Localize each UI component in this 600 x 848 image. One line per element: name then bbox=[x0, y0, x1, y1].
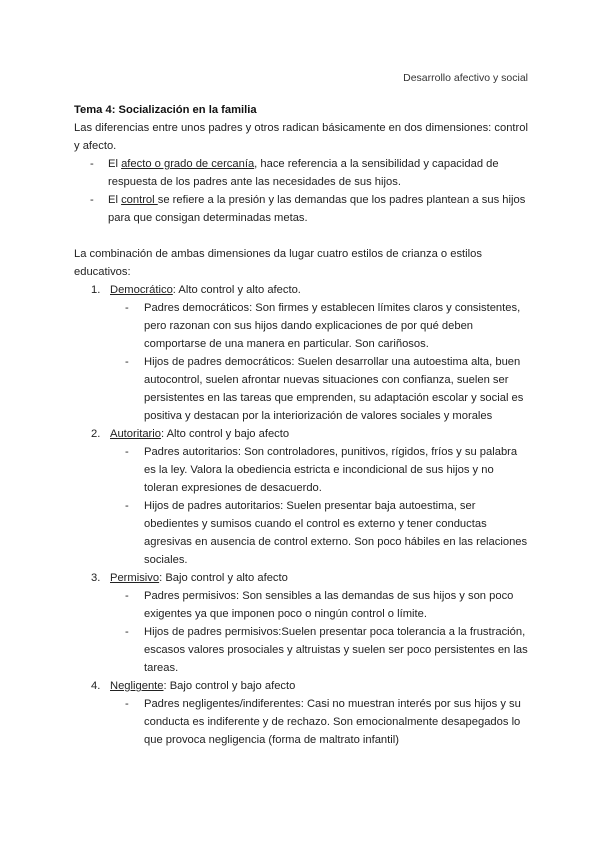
dash-bullet: - bbox=[90, 158, 94, 170]
dimension-text: , hace referencia a la sensibilidad y capacidad de respuesta de los padres ante las necesidades de sus hijos. bbox=[108, 158, 499, 188]
list-item bbox=[110, 623, 528, 677]
list-item bbox=[110, 695, 528, 749]
dash-bullet: - bbox=[90, 194, 94, 206]
dimension-prefix: El bbox=[108, 194, 122, 206]
style-item-autoritario bbox=[74, 425, 528, 569]
style-points bbox=[110, 299, 528, 425]
list-item bbox=[74, 155, 528, 191]
list-number: 4. bbox=[91, 680, 101, 692]
point-text: Hijos de padres autoritarios: Suelen presentar baja autoestima, ser obedientes y sumisos cuando el control es externo y tener conductas agresivas en ausencia de control externo. Son poco hábiles en las relaciones sociales. bbox=[144, 500, 528, 566]
combination-paragraph: La combinación de ambas dimensiones da lugar cuatro estilos de crianza o estilos educativos: bbox=[74, 248, 482, 278]
document-body bbox=[74, 101, 528, 749]
style-desc: : Alto control y bajo afecto bbox=[161, 428, 290, 440]
dimension-term: control bbox=[121, 194, 158, 206]
style-name: Permisivo bbox=[110, 572, 160, 584]
course-header: Desarrollo afectivo y social bbox=[403, 72, 528, 84]
list-item bbox=[110, 299, 528, 353]
style-name: Autoritario bbox=[110, 428, 161, 440]
point-text: Padres negligentes/indiferentes: Casi no muestran interés por sus hijos y su conducta es indiferente y de rechazo. Son emocionalmente desapegados lo que provoca negligencia (forma de maltrato infantil) bbox=[144, 698, 521, 746]
list-item bbox=[110, 587, 528, 623]
intro-paragraph: Las diferencias entre unos padres y otros radican básicamente en dos dimensiones: control y afecto. bbox=[74, 122, 528, 152]
list-item bbox=[110, 443, 528, 497]
style-desc: : Alto control y alto afecto. bbox=[172, 284, 301, 296]
section-title: Tema 4: Socialización en la familia bbox=[74, 104, 257, 116]
dash-bullet: - bbox=[125, 302, 129, 314]
point-text: Hijos de padres democráticos: Suelen desarrollar una autoestima alta, buen autocontrol, suelen afrontar nuevas situaciones con confianza, suelen ser persistentes en las tareas que emprenden, su adaptación escolar y social es positiva y destacan por la interiorización de valores sociales y morales bbox=[144, 356, 524, 422]
dash-bullet: - bbox=[125, 626, 129, 638]
list-number: 3. bbox=[91, 572, 101, 584]
style-desc: : Bajo control y alto afecto bbox=[159, 572, 288, 584]
list-item bbox=[110, 353, 528, 425]
list-number: 2. bbox=[91, 428, 101, 440]
style-points bbox=[110, 587, 528, 677]
list-item bbox=[74, 191, 528, 227]
style-points bbox=[110, 443, 528, 569]
dimension-term: afecto o grado de cercanía bbox=[121, 158, 255, 170]
styles-list bbox=[74, 281, 528, 749]
dimension-text: se refiere a la presión y las demandas que los padres plantean a sus hijos para que consigan determinadas metas. bbox=[108, 194, 526, 224]
dash-bullet: - bbox=[125, 500, 129, 512]
point-text: Padres democráticos: Son firmes y establecen límites claros y consistentes, pero razonan con sus hijos dando explicaciones de por qué deben comportarse de una manera en particular. Son cariñosos. bbox=[144, 302, 521, 350]
style-points bbox=[110, 695, 528, 749]
list-number: 1. bbox=[91, 284, 101, 296]
style-name: Negligente bbox=[110, 680, 164, 692]
style-item-negligente bbox=[74, 677, 528, 749]
style-desc: : Bajo control y bajo afecto bbox=[163, 680, 296, 692]
style-name: Democrático bbox=[110, 284, 173, 296]
point-text: Hijos de padres permisivos:Suelen presentar poca tolerancia a la frustración, escasos valores prosociales y altruistas y suelen ser poco persistentes en las tareas. bbox=[144, 626, 528, 674]
list-item bbox=[110, 497, 528, 569]
point-text: Padres permisivos: Son sensibles a las demandas de sus hijos y son poco exigentes ya que imponen poco o ningún control o límite. bbox=[144, 590, 514, 620]
paragraph-spacer bbox=[74, 227, 528, 245]
style-item-permisivo bbox=[74, 569, 528, 677]
style-item-democratico bbox=[74, 281, 528, 425]
dash-bullet: - bbox=[125, 356, 129, 368]
point-text: Padres autoritarios: Son controladores, punitivos, rígidos, fríos y su palabra es la ley. Valora la obediencia estricta e incondicional de sus hijos y no toleran expresiones de desacuerdo. bbox=[144, 446, 518, 494]
dimension-prefix: El bbox=[108, 158, 122, 170]
dimensions-list bbox=[74, 155, 528, 227]
dash-bullet: - bbox=[125, 590, 129, 602]
dash-bullet: - bbox=[125, 446, 129, 458]
dash-bullet: - bbox=[125, 698, 129, 710]
